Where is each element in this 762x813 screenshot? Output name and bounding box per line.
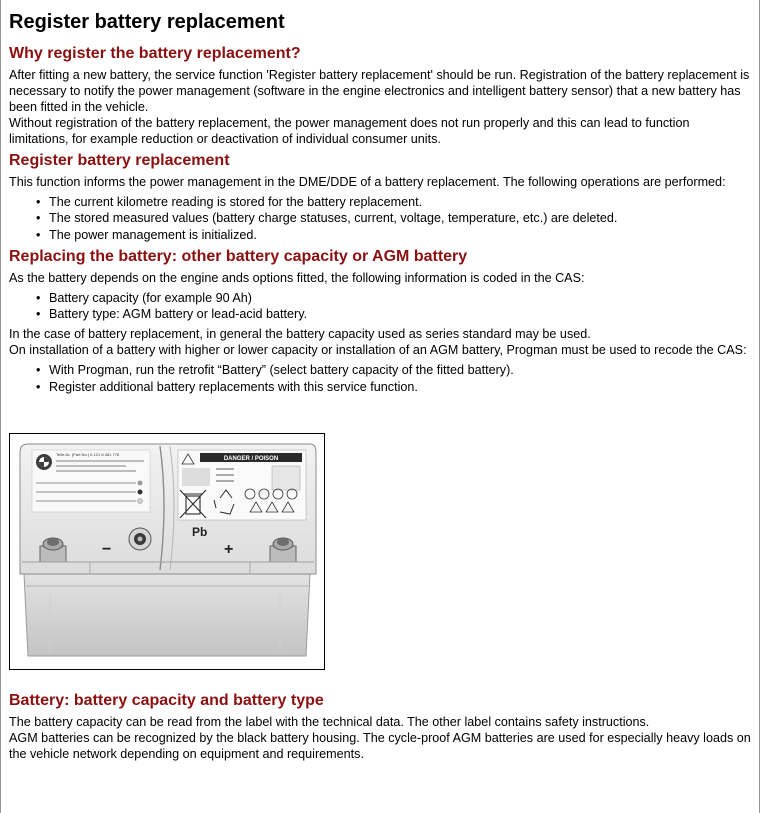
replacing-intro: As the battery depends on the engine ands options fitted, the following information is coded in the CAS: bbox=[9, 270, 585, 285]
list-item: • Battery capacity (for example 90 Ah) bbox=[49, 290, 751, 306]
list-item: • The power management is initialized. bbox=[49, 227, 751, 243]
page-title: Register battery replacement bbox=[9, 11, 285, 33]
progman-steps-list bbox=[9, 362, 751, 395]
list-item: • Battery type: AGM battery or lead-acid battery. bbox=[49, 306, 751, 322]
why-register-paragraph-2: Without registration of the battery replacement, the power management does not run properly and this can lead to function limitations, for example reduction or deactivation of individual consumer units. bbox=[9, 116, 690, 146]
heading-capacity-type: Battery: battery capacity and battery type bbox=[9, 692, 324, 710]
heading-replacing-battery: Replacing the battery: other battery capacity or AGM battery bbox=[9, 247, 468, 265]
negative-terminal bbox=[40, 538, 66, 562]
battery-figure bbox=[9, 433, 325, 670]
list-item: • The current kilometre reading is stored for the battery replacement. bbox=[49, 194, 751, 210]
positive-terminal bbox=[270, 538, 296, 562]
list-item: • The stored measured values (battery charge statuses, current, voltage, temperature, etc.) are deleted. bbox=[49, 210, 751, 226]
battery-illustration bbox=[10, 434, 324, 669]
operations-list bbox=[9, 194, 751, 243]
heading-register-replacement: Register battery replacement bbox=[9, 152, 230, 169]
list-item: • With Progman, run the retrofit “Battery” (select battery capacity of the fitted battery). bbox=[49, 362, 751, 378]
pb-marking: Pb bbox=[192, 525, 208, 540]
part-number-label: Teile-Nr. (Part No.) 6 121 8 381 776 bbox=[56, 452, 120, 458]
minus-sign: − bbox=[102, 541, 112, 559]
capacity-paragraph-2: AGM batteries can be recognized by the black battery housing. The cycle-proof AGM batteries are used for especially heavy loads on the vehicle network depending on equipment and requirements. bbox=[9, 731, 751, 762]
capacity-paragraph-1: The battery capacity can be read from the label with the technical data. The other label contains safety instructions. bbox=[9, 715, 650, 730]
list-item: • Register additional battery replacements with this service function. bbox=[49, 379, 751, 395]
register-intro: This function informs the power management in the DME/DDE of a battery replacement. The following operations are performed: bbox=[9, 175, 726, 189]
coded-info-list bbox=[9, 290, 751, 323]
heading-why-register: Why register the battery replacement? bbox=[9, 45, 301, 62]
plus-sign: + bbox=[224, 541, 234, 559]
replacing-paragraph-1: In the case of battery replacement, in general the battery capacity used as series standard may be used. bbox=[9, 327, 591, 342]
why-register-paragraph-1: After fitting a new battery, the service function 'Register battery replacement' should be run. Registration of the battery replacement is necessary to notify the power management (software in the engine electronics and intelligent battery sensor) that a new battery has been fitted in the vehicle. bbox=[9, 68, 750, 114]
replacing-paragraph-2: On installation of a battery with higher or lower capacity or installation of an AGM battery, Progman must be used to recode the CAS: bbox=[9, 343, 747, 358]
danger-label: DANGER / POISON bbox=[223, 456, 279, 463]
